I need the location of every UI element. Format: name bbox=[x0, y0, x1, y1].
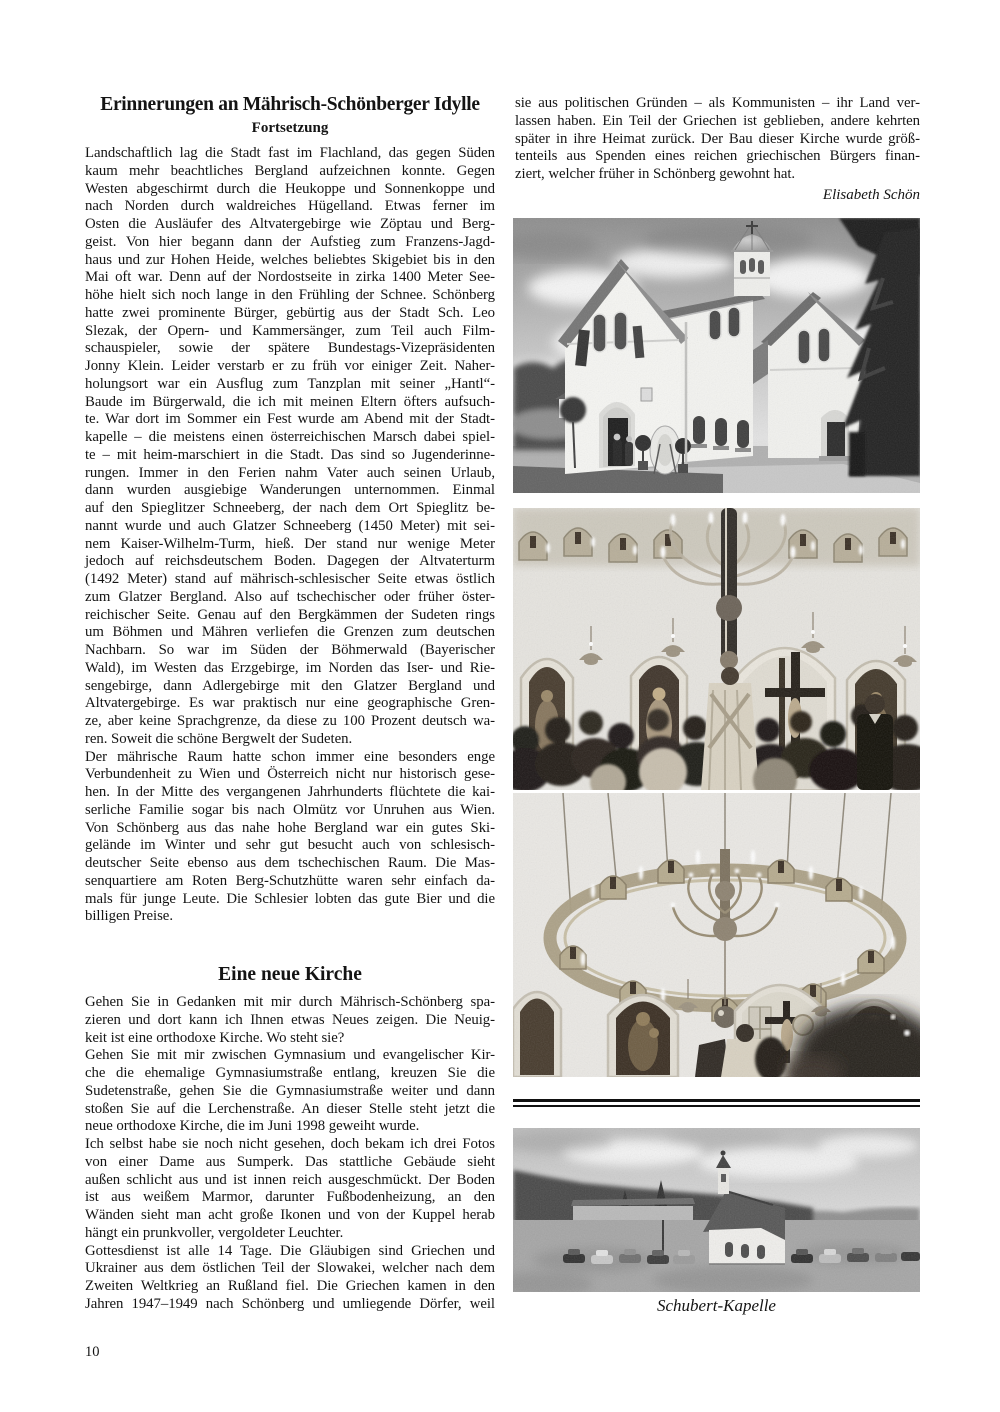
text-line: Gehen Sie in Gedanken mit mir durch Mährisch-Schönberg spa- bbox=[85, 994, 495, 1010]
text-line: um Böhmen und Mähren verliefen die Grenzen zum deutschen bbox=[85, 624, 495, 641]
text-line: che die ehemalige Gymnasiumstraße entlang, kreuzen Sie die bbox=[85, 1065, 495, 1081]
text-line: Mai oft war. Denn auf der Nordostseite in zirka 1400 Meter See- bbox=[85, 269, 495, 286]
text-line: ist aus weißem Marmor, darunter Fußbodenheizung, an den bbox=[85, 1189, 495, 1206]
article1-subtitle: Fortsetzung bbox=[251, 120, 329, 136]
text-line: sie aus politischen Gründen – als Kommunisten – ihr Land ver- bbox=[515, 95, 920, 111]
text-line: haus und zur Hohen Heide, welches beliebtes Skigebiet bis in den bbox=[85, 251, 495, 268]
text-line: stoßen Sie auf die Lerchenstraße. An dieser Stelle steht jetzt die bbox=[85, 1100, 495, 1117]
text-line: Wänden sieht man acht große Ikonen und von der Kuppel herab bbox=[85, 1207, 495, 1223]
text-line: kapelle – die meistens einen österreichischen Marsch dabei spiel- bbox=[85, 429, 495, 445]
author-byline: Elisabeth Schön bbox=[822, 186, 920, 203]
article2-body bbox=[85, 994, 495, 1314]
right-column bbox=[515, 95, 920, 204]
text-line: Westen abgeschirmt durch die Heukoppe und Sonnenkoppe und bbox=[85, 180, 495, 197]
text-line: hatte zwei prominente Bürger, gebürtig aus der Stadt Sch. Leo bbox=[85, 304, 495, 321]
schubert-kapelle-landscape-photo bbox=[513, 1128, 920, 1292]
text-line: Von Schönberg aus das nahe hohe Bergland war ein gutes Ski- bbox=[85, 819, 495, 836]
text-line: keit ist eine orthodoxe Kirche. Wo steht sie? bbox=[85, 1029, 345, 1046]
text-line: mals für junge Leute. Die Schlesier lobten das gute Bier und die bbox=[85, 890, 495, 907]
schubert-kapelle-art bbox=[513, 1128, 920, 1292]
text-line: Jahren 1947–1949 nach Schönberg und umliegende Dörfer, weil bbox=[85, 1295, 495, 1312]
article1-title: Erinnerungen an Mährisch-Schönberger Idylle bbox=[100, 94, 480, 115]
section-divider-rule bbox=[513, 1099, 920, 1107]
text-line: serliche Familie sogar bis nach Olmütz vor Unruhen aus Wien. bbox=[85, 801, 495, 818]
text-line: Ich selbst habe sie noch nicht gesehen, doch bekam ich drei Fotos bbox=[85, 1136, 495, 1152]
text-line: Landschaftlich lag die Stadt fast im Flachland, das gegen Süden bbox=[85, 145, 495, 161]
text-line: Ukrainer aus dem östlichen Teil der Slowakei, welcher nach dem bbox=[85, 1260, 495, 1277]
text-line: nem Kaiser-Wilhelm-Turm, hieß. Der stand nur wenige Meter bbox=[85, 535, 495, 552]
text-line: Wald), im Westen das Erzgebirge, im Norden das Iser- und Rie- bbox=[85, 659, 495, 676]
text-line: dann wurden ausgiebige Wanderungen unternommen. Einmal bbox=[85, 482, 495, 499]
text-line: senquartiere am Roten Berg-Schutzhütte waren sehr einfach da- bbox=[85, 872, 495, 889]
text-line: te – mit heim-marschiert in die Stadt. Das sind so Jugenderinne- bbox=[85, 446, 495, 463]
text-line: rungen. Immer in den Ferien nahm Vater auch seinen Urlaub, bbox=[85, 464, 495, 481]
text-line: Jonny Klein. Leider verstarb er zu früh vor einiger Zeit. Naher- bbox=[85, 358, 495, 374]
text-line: Slezak, der Opern- und Kammersänger, zum Teil auch Film- bbox=[85, 322, 495, 339]
text-line: te. War dort im Sommer ein Fest wurde am Abend mit der Stadt- bbox=[85, 411, 495, 428]
text-line: sengebirge, dann Adlergebirge mit den Glatzer Bergland und bbox=[85, 677, 495, 694]
text-line: Gottesdienst ist alle 14 Tage. Die Gläubigen sind Griechen und bbox=[85, 1242, 495, 1259]
text-line: Sudetenstraße, gehen Sie die Gymnasiumstraße weiter und dann bbox=[85, 1082, 495, 1099]
text-line: von einer Dame aus Sumperk. Das stattliche Gebäude sieht bbox=[85, 1153, 495, 1170]
church-exterior-art bbox=[513, 218, 920, 493]
left-column bbox=[85, 93, 495, 1314]
text-line: billigen Preise. bbox=[85, 908, 173, 925]
text-line: höhe hielt sich noch lange in den Frühling der Schnee. Schönberg bbox=[85, 287, 495, 303]
photo-caption: Schubert-Kapelle bbox=[657, 1296, 776, 1315]
text-line: Baude im Bürgerwald, die ich mit meinen Eltern öfters aufsuch- bbox=[85, 393, 495, 410]
text-line: hängt ein prunkvoller, vergoldeter Leuchter. bbox=[85, 1224, 344, 1241]
text-line: reichischer Seite. Genau auf den Bergkämmen der Sudeten rings bbox=[85, 606, 495, 623]
text-line: ze, aber keine Sprachgrenze, da diese zu 100 Prozent deutsch wa- bbox=[85, 713, 495, 729]
text-line: zieren und dort kann ich Ihnen etwas Neues zeigen. Die Neuig- bbox=[85, 1011, 495, 1028]
orthodox-church-exterior-photo bbox=[513, 218, 920, 493]
text-line: kaum mehr beachtliches Bergland aufzeichnen konnte. Gegen bbox=[85, 162, 495, 179]
text-line: jedoch auf reichsdeutschem Boden. Dagegen der Altvaterturm bbox=[85, 553, 495, 570]
text-line: auf den Spieglitzer Schneeberg, der nach dem Ort Spieglitz be- bbox=[85, 500, 495, 516]
text-line: geist. Von hier begann dann der Aufstieg zum Franzens-Jagd- bbox=[85, 233, 495, 250]
text-line: (1492 Meter) stand auf mährisch-schlesischer Seite etwas östlich bbox=[85, 571, 495, 587]
text-line: Der mährische Raum hatte schon immer eine besonders enge bbox=[85, 748, 495, 765]
text-line: nach Norden durch waldreiches Hügelland. Etwas ferner im bbox=[85, 198, 495, 215]
church-interior-horos-chandelier-photo bbox=[513, 793, 920, 1077]
church-interior-chandelier-congregation-photo bbox=[513, 508, 920, 790]
text-line: außen schlicht aus und ist innen reich ausgeschmückt. Der Boden bbox=[85, 1171, 495, 1188]
text-line: Altvatergebirge. Es war praktisch nur eine geographische Gren- bbox=[85, 695, 495, 712]
text-line: später in ihre Heimat zurück. Der Bau dieser Kirche wurde größ- bbox=[515, 130, 920, 147]
text-line: zum Glatzer Bergland. Also auf tschechischer oder früher öster- bbox=[85, 588, 495, 605]
text-line: tenteils aus Spenden eines reichen griechischen Bürgers finan- bbox=[515, 148, 920, 165]
page-number: 10 bbox=[85, 1344, 100, 1360]
text-line: nannt wurde und auch Glatzer Schneeberg (1450 Meter) mit sei- bbox=[85, 517, 495, 534]
church-interior1-art bbox=[513, 508, 920, 790]
text-line: schauspieler, sowie der spätere Bundestags-Vizepräsidenten bbox=[85, 340, 495, 357]
article1-body bbox=[85, 145, 495, 926]
article2-continuation bbox=[515, 95, 920, 184]
article2-title: Eine neue Kirche bbox=[218, 964, 362, 985]
text-line: Osten die Ausläufer des Altvatergebirge wie Zöptau und Berg- bbox=[85, 216, 495, 232]
text-line: Zweiten Weltkrieg an Rußland fiel. Die Griechen kamen in den bbox=[85, 1278, 495, 1294]
text-line: neue orthodoxe Kirche, die im Juni 1998 geweiht wurde. bbox=[85, 1118, 420, 1135]
text-line: ziert, welcher früher in Schönberg gewohnt hat. bbox=[515, 166, 796, 182]
text-line: Verbundenheit zu Wien und Österreich nicht nur historisch gese- bbox=[85, 766, 495, 783]
text-line: deutscher Seite ebenso aus dem tschechischen Raum. Die Mas- bbox=[85, 855, 495, 871]
church-interior2-art bbox=[513, 793, 920, 1077]
text-line: lassen haben. Ein Teil der Griechen ist geblieben, andere kehrten bbox=[515, 112, 920, 129]
text-line: hen. In der Mitte des vergangenen Jahrhunderts flüchtete die kai- bbox=[85, 784, 495, 800]
text-line: gelände im Winter und sehr gut besucht auch von schlesisch- bbox=[85, 837, 495, 854]
text-line: ren. Soweit die schöne Bergwelt der Sudeten. bbox=[85, 730, 353, 747]
text-line: Gehen Sie mit mir zwischen Gymnasium und evangelischer Kir- bbox=[85, 1047, 495, 1064]
text-line: Nachbarn. So war im Süden der Böhmerwald (Bayerischer bbox=[85, 642, 495, 658]
text-line: holungsort war ein Ausflug zum Tanzplan mit seiner „Hantl“- bbox=[85, 375, 495, 392]
